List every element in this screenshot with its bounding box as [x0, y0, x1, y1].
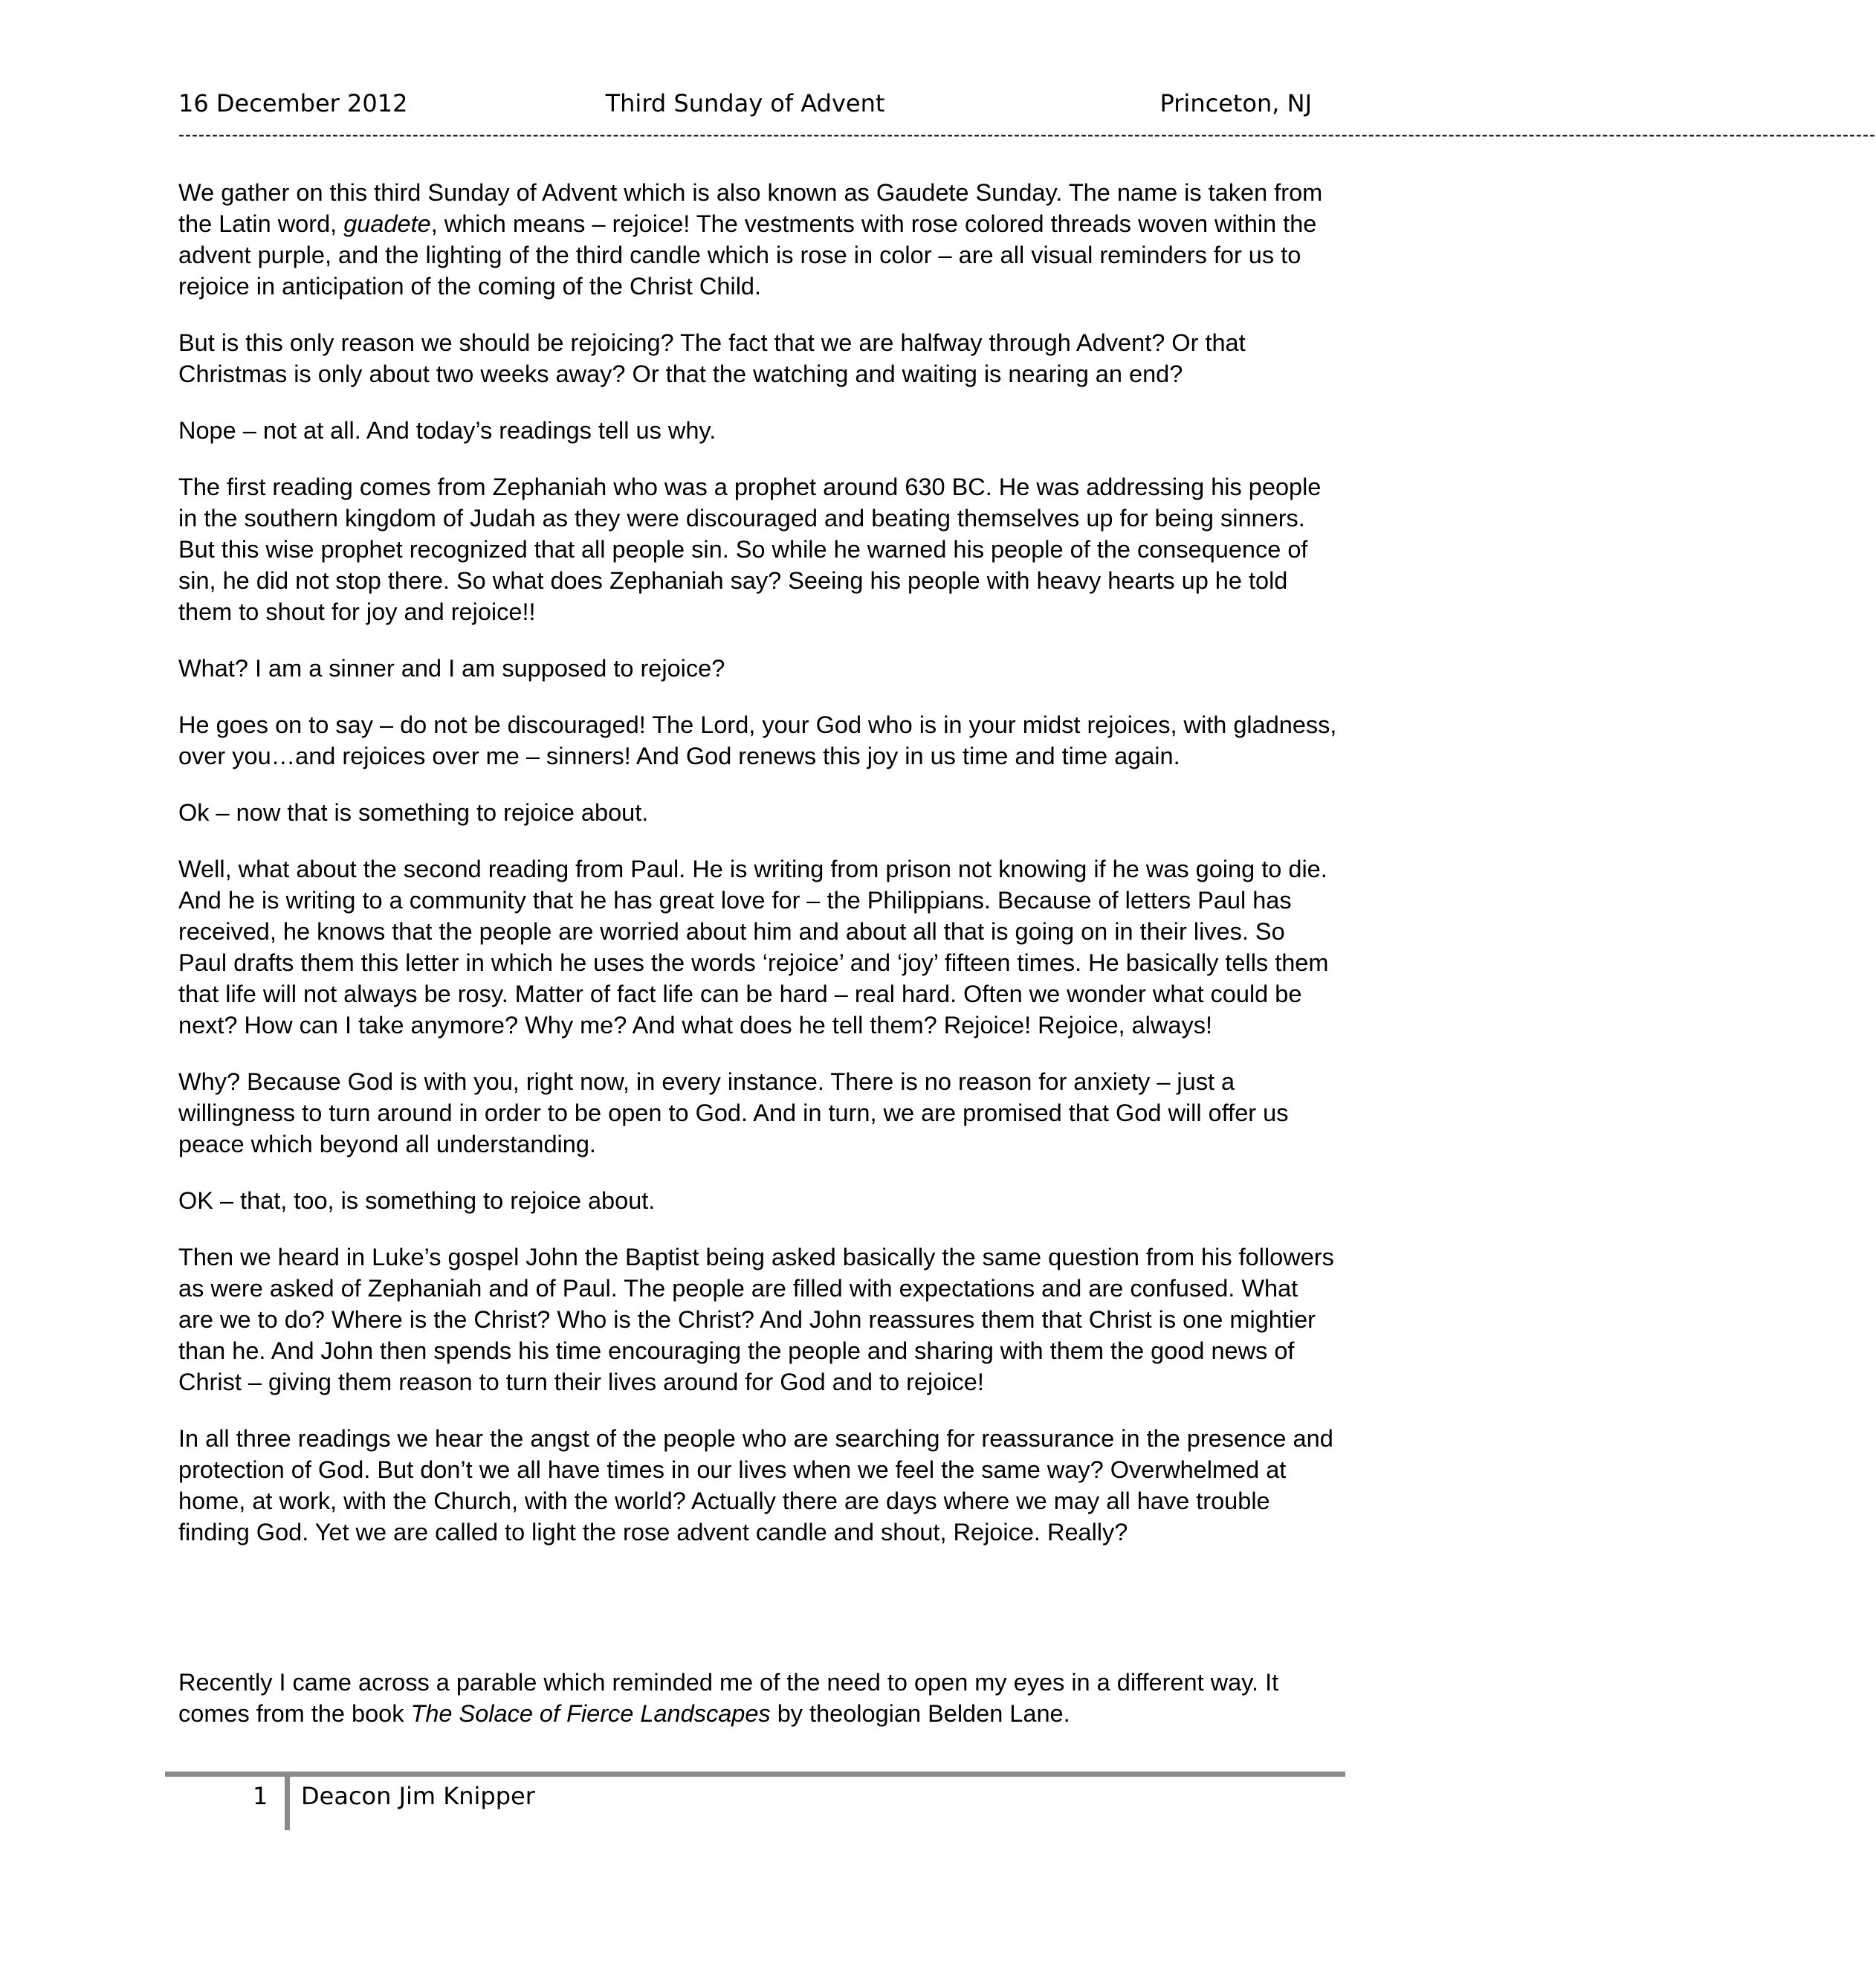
latin-word: guadete: [343, 210, 431, 237]
paragraph-zephaniah: The first reading comes from Zephaniah who was a prophet around 630 BC. He was addressing his people in the southern kingdom of Judah as they were discouraged and beating themselves up for being sinners. But this wise prophet recognized that all people sin. So while he warned his people of the consequence of sin, he did not stop there. So what does Zephaniah say? Seeing his people with heavy hearts up he told them to shout for joy and rejoice!!: [178, 474, 1322, 625]
footer-divider: [285, 1777, 290, 1830]
paragraph-ok-too: OK – that, too, is something to rejoice about.: [178, 1187, 656, 1214]
header-title: Third Sunday of Advent: [605, 89, 885, 117]
document-body: [178, 177, 1338, 1754]
paragraph-luke: Then we heard in Luke’s gospel John the Baptist being asked basically the same question from his followers as were asked of Zephaniah and of Paul. The people are filled with expectations and are confused. What are we to do? Where is the Christ? Who is the Christ? And John reassures them that Christ is one mightier than he. And John then spends his time encouraging the people and sharing with them the good news of Christ – giving them reason to turn their lives around for God and to rejoice!: [178, 1244, 1334, 1395]
page-header: [178, 89, 1312, 126]
page-number: 1: [253, 1782, 268, 1810]
paragraph-parable: Recently I came across a parable which reminded me of the need to open my eyes in a different way. It comes from the book The Solace of Fierce Landscapes by theologian Belden Lane.: [178, 1669, 1279, 1727]
footer-author: Deacon Jim Knipper: [301, 1782, 535, 1810]
header-date: 16 December 2012: [178, 89, 408, 117]
paragraph-nope: Nope – not at all. And today’s readings tell us why.: [178, 417, 717, 444]
paragraph-ok-rejoice: Ok – now that is something to rejoice about.: [178, 799, 649, 826]
book-title: The Solace of Fierce Landscapes: [410, 1700, 771, 1727]
header-place: Princeton, NJ: [1159, 89, 1312, 117]
header-dash-rule: --------------------------------------------------------------------------------------------------------------------------------------------------------------------------------------------------------------------------------------------------------------: [178, 125, 1876, 145]
paragraph-discouraged: He goes on to say – do not be discouraged! The Lord, your God who is in your midst rejoices, with gladness, over you…and rejoices over me – sinners! And God renews this joy in us time and time again.: [178, 711, 1337, 769]
footer-rule: [165, 1772, 1345, 1777]
paragraph-gaudete: We gather on this third Sunday of Advent which is also known as Gaudete Sunday. The name is taken from the Latin word, guadete, which means – rejoice! The vestments with rose colored threads woven within the advent purple, and the lighting of the third candle which is rose in color – are all visual reminders for us to rejoice in anticipation of the coming of the Christ Child.: [178, 179, 1323, 300]
paragraph-question: But is this only reason we should be rejoicing? The fact that we are halfway through Advent? Or that Christmas is only about two weeks away? Or that the watching and waiting is nearing an end?: [178, 329, 1246, 387]
paragraph-why: Why? Because God is with you, right now, in every instance. There is no reason for anxiety – just a willingness to turn around in order to be open to God. And in turn, we are promised that God will offer us peace which beyond all understanding.: [178, 1068, 1289, 1157]
paragraph-three-readings: In all three readings we hear the angst of the people who are searching for reassurance in the presence and protection of God. But don’t we all have times in our lives when we feel the same way? Overwhelmed at home, at work, with the Church, with the world? Actually there are days where we may all have trouble finding God. Yet we are called to light the rose advent candle and shout, Rejoice. Really?: [178, 1425, 1333, 1546]
paragraph-paul: Well, what about the second reading from Paul. He is writing from prison not knowing if he was going to die. And he is writing to a community that he has great love for – the Philippians. Because of letters Paul has received, he knows that the people are worried about him and about all that is going on in their lives. So Paul drafts them this letter in which he uses the words ‘rejoice’ and ‘joy’ fifteen times. He basically tells them that life will not always be rosy. Matter of fact life can be hard – real hard. Often we wonder what could be next? How can I take anymore? Why me? And what does he tell them? Rejoice! Rejoice, always!: [178, 856, 1329, 1039]
paragraph-sinner: What? I am a sinner and I am supposed to rejoice?: [178, 655, 725, 682]
